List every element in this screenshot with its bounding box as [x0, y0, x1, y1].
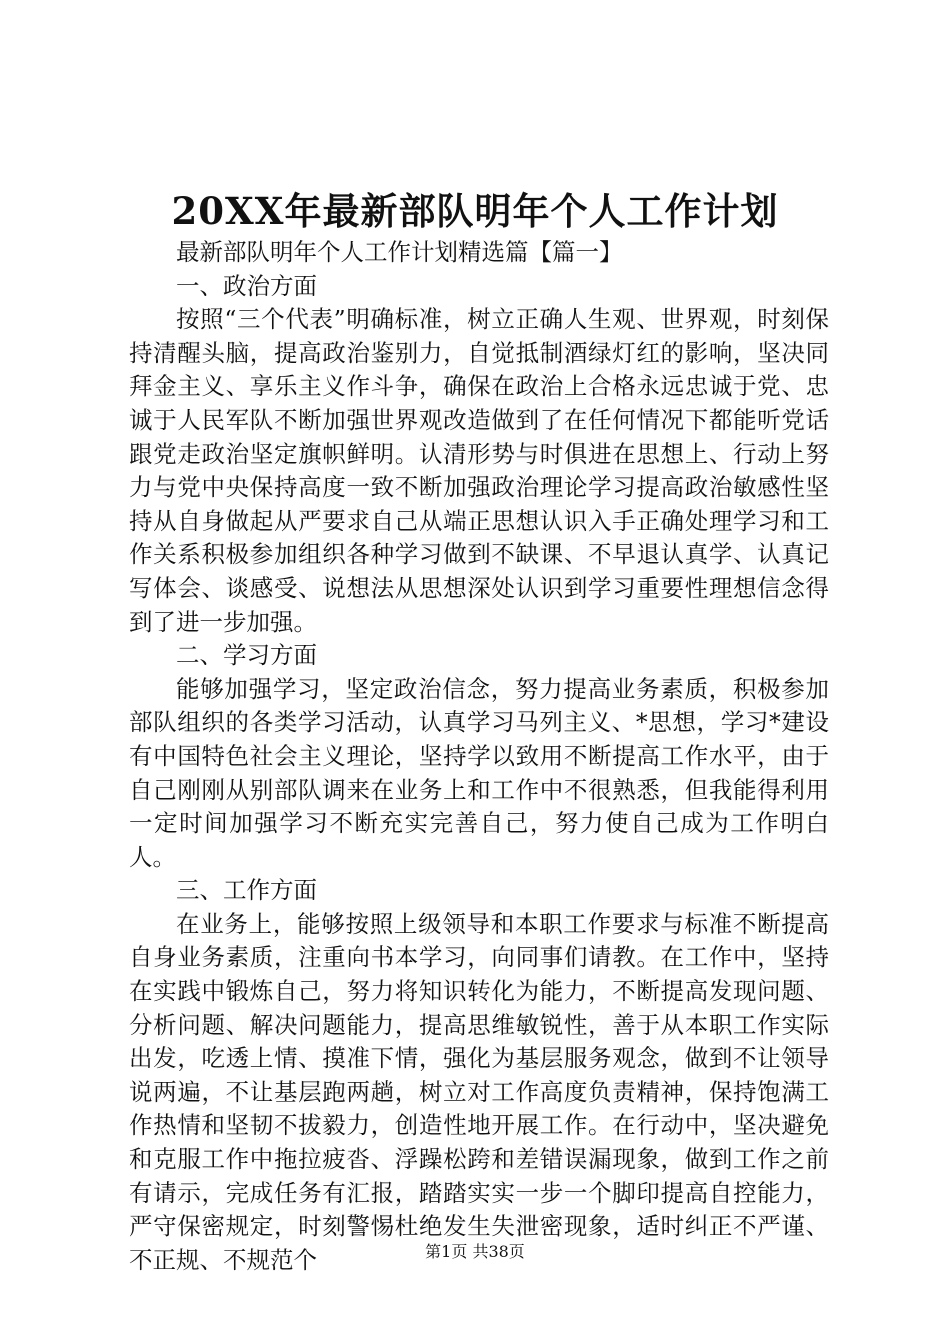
section-text-work: 在业务上，能够按照上级领导和本职工作要求与标准不断提高自身业务素质，注重向书本学习，向同事们请教。在工作中，坚持在实践中锻炼自己，努力将知识转化为能力，不断提高发现问题、分析问题、解决问题能力，提高思维敏锐性，善于从本职工作实际出发，吃透上情、摸准下情，强化为基层服务观念，做到不让领导说两遍，不让基层跑两趟，树立对工作高度负责精神，保持饱满工作热情和坚韧不拔毅力，创造性地开展工作。在行动中，坚决避免和克服工作中拖拉疲沓、浮躁松跨和差错误漏现象，做到工作之前有请示，完成任务有汇报，踏踏实实一步一个脚印提高自控能力，严守保密规定，时刻警惕杜绝发生失泄密现象，适时纠正不严谨、不正规、不规范个: [129, 909, 829, 1274]
document-subtitle: 最新部队明年个人工作计划精选篇【篇一】: [176, 238, 623, 266]
section-heading-study: 二、学习方面: [176, 641, 317, 670]
section-text-study: 能够加强学习，坚定政治信念，努力提高业务素质，积极参加部队组织的各类学习活动，认真学习马列主义、*思想，学习*建设有中国特色社会主义理论，坚持学以致用不断提高工作水平，由于自己刚刚从别部队调来在业务上和工作中不很熟悉，但我能得利用一定时间加强学习不断充实完善自己，努力使自己成为工作明白人。: [129, 674, 829, 871]
document-title: 20XX年最新部队明年个人工作计划: [171, 189, 779, 233]
page-number-footer: 第1页 共38页: [425, 1242, 525, 1261]
section-heading-politics: 一、政治方面: [176, 271, 317, 300]
document-body: [129, 236, 829, 1277]
section-text-politics: 按照“三个代表”明确标准，树立正确人生观、世界观，时刻保持清醒头脑，提高政治鉴别力，自觉抵制酒绿灯红的影响，坚决同拜金主义、享乐主义作斗争，确保在政治上合格永远忠诚于党、忠诚于人民军队不断加强世界观改造做到了在任何情况下都能听党话跟党走政治坚定旗帜鲜明。认清形势与时俱进在思想上、行动上努力与党中央保持高度一致不断加强政治理论学习提高政治敏感性坚持从自身做起从严要求自己从端正思想认识入手正确处理学习和工作关系积极参加组织各种学习做到不缺课、不早退认真学、认真记写体会、谈感受、说想法从思想深处认识到学习重要性理想信念得到了进一步加强。: [129, 305, 829, 636]
section-heading-work: 三、工作方面: [176, 876, 317, 905]
